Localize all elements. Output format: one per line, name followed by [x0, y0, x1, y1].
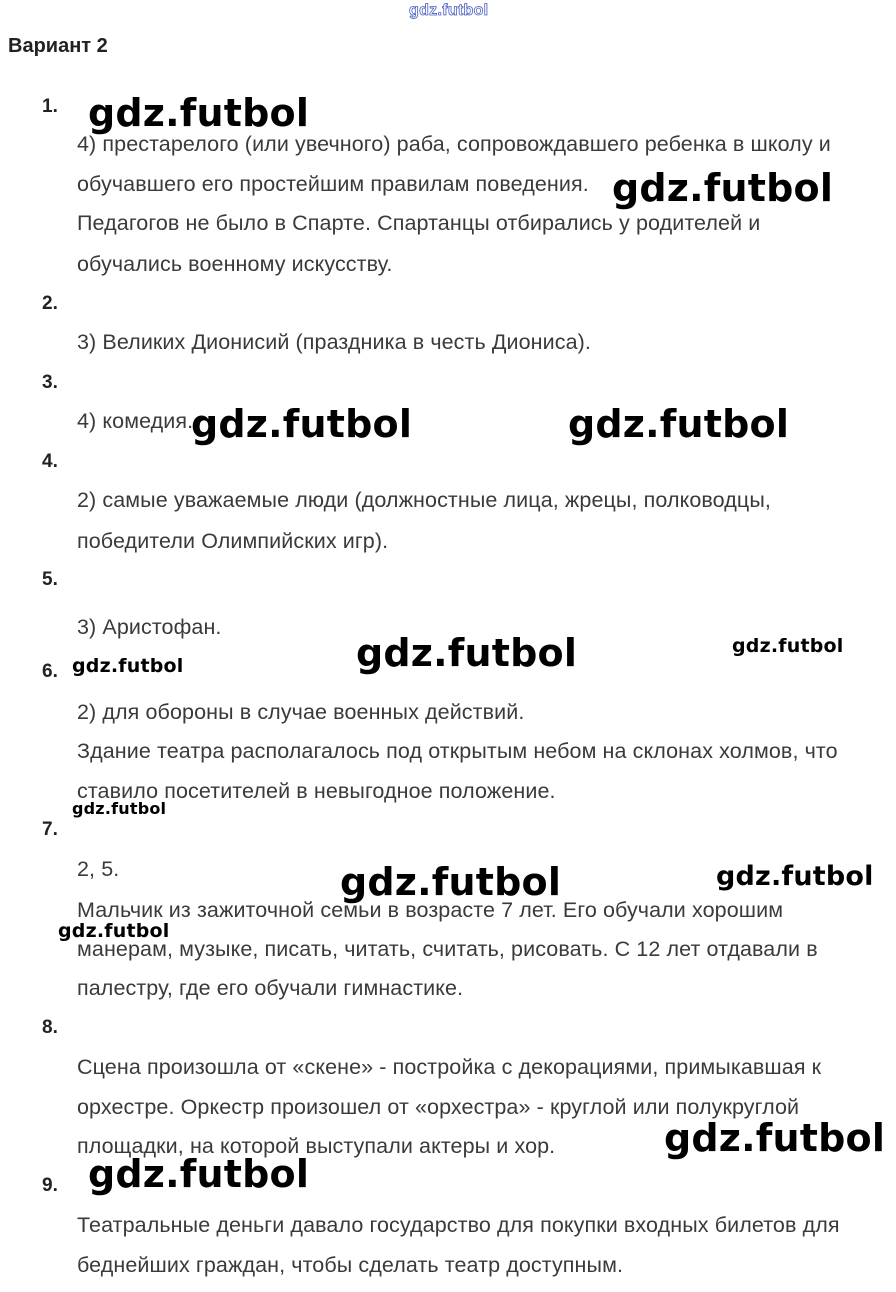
watermark: gdz.futbol — [72, 655, 184, 677]
watermark: gdz.futbol — [664, 1116, 886, 1160]
answer-line: Педагогов не было в Спарте. Спартанцы отбирались у родителей и — [77, 211, 761, 235]
question-number: 3. — [42, 372, 58, 393]
question-number: 2. — [42, 293, 58, 314]
answer-line: 2, 5. — [77, 857, 120, 881]
question-number: 4. — [42, 451, 58, 472]
answer-line: 4) престарелого (или увечного) раба, сопровождавшего ребенка в школу и — [77, 132, 831, 156]
watermark: gdz.futbol — [191, 402, 413, 446]
answer-line: манерам, музыке, писать, читать, считать, рисовать. С 12 лет отдавали в — [77, 937, 818, 961]
answer-line: Сцена произошла от «скене» - постройка с декорациями, примыкавшая к — [77, 1055, 822, 1079]
watermark: gdz.futbol — [340, 860, 562, 904]
watermark: gdz.futbol — [88, 91, 310, 135]
answer-line: Театральные деньги давало государство для покупки входных билетов для — [77, 1213, 840, 1237]
watermark: gdz.futbol — [58, 920, 170, 942]
answer-line: ставило посетителей в невыгодное положение. — [77, 779, 556, 803]
watermark: gdz.futbol — [72, 799, 167, 818]
answer-line: 3) Аристофан. — [77, 615, 222, 639]
answer-line: орхестре. Оркестр произошел от «орхестра» - круглой или полукруглой — [77, 1095, 800, 1119]
question-number: 5. — [42, 569, 58, 590]
watermark: gdz.futbol — [568, 402, 790, 446]
answer-line: 2) самые уважаемые люди (должностные лица, жрецы, полководцы, — [77, 488, 771, 512]
watermark: gdz.futbol — [356, 631, 578, 675]
watermark-top: gdz.futbol — [409, 2, 489, 19]
watermark: gdz.futbol — [732, 635, 844, 657]
answer-line: палестру, где его обучали гимнастике. — [77, 976, 464, 1000]
page-title: Вариант 2 — [8, 35, 108, 57]
question-number: 9. — [42, 1175, 58, 1196]
answer-line: 3) Великих Дионисий (праздника в честь Диониса). — [77, 330, 591, 354]
watermark: gdz.futbol — [612, 166, 834, 210]
answer-line: 4) комедия. — [77, 409, 194, 433]
answer-line: Мальчик из зажиточной семьи в возрасте 7 лет. Его обучали хорошим — [77, 898, 784, 922]
answer-line: обучались военному искусству. — [77, 252, 393, 276]
question-number: 6. — [42, 661, 58, 682]
question-number: 8. — [42, 1017, 58, 1038]
answer-line: площадки, на которой выступали актеры и хор. — [77, 1134, 556, 1158]
question-number: 7. — [42, 819, 58, 840]
watermark: gdz.futbol — [716, 861, 874, 892]
answer-line: беднейших граждан, чтобы сделать театр доступным. — [77, 1253, 624, 1277]
answer-line: 2) для обороны в случае военных действий. — [77, 700, 525, 724]
answer-line: обучавшего его простейшим правилам поведения. — [77, 172, 589, 196]
watermark: gdz.futbol — [88, 1152, 310, 1196]
question-number: 1. — [42, 96, 58, 117]
answer-line: Здание театра располагалось под открытым небом на склонах холмов, что — [77, 739, 838, 763]
answer-line: победители Олимпийских игр). — [77, 529, 389, 553]
